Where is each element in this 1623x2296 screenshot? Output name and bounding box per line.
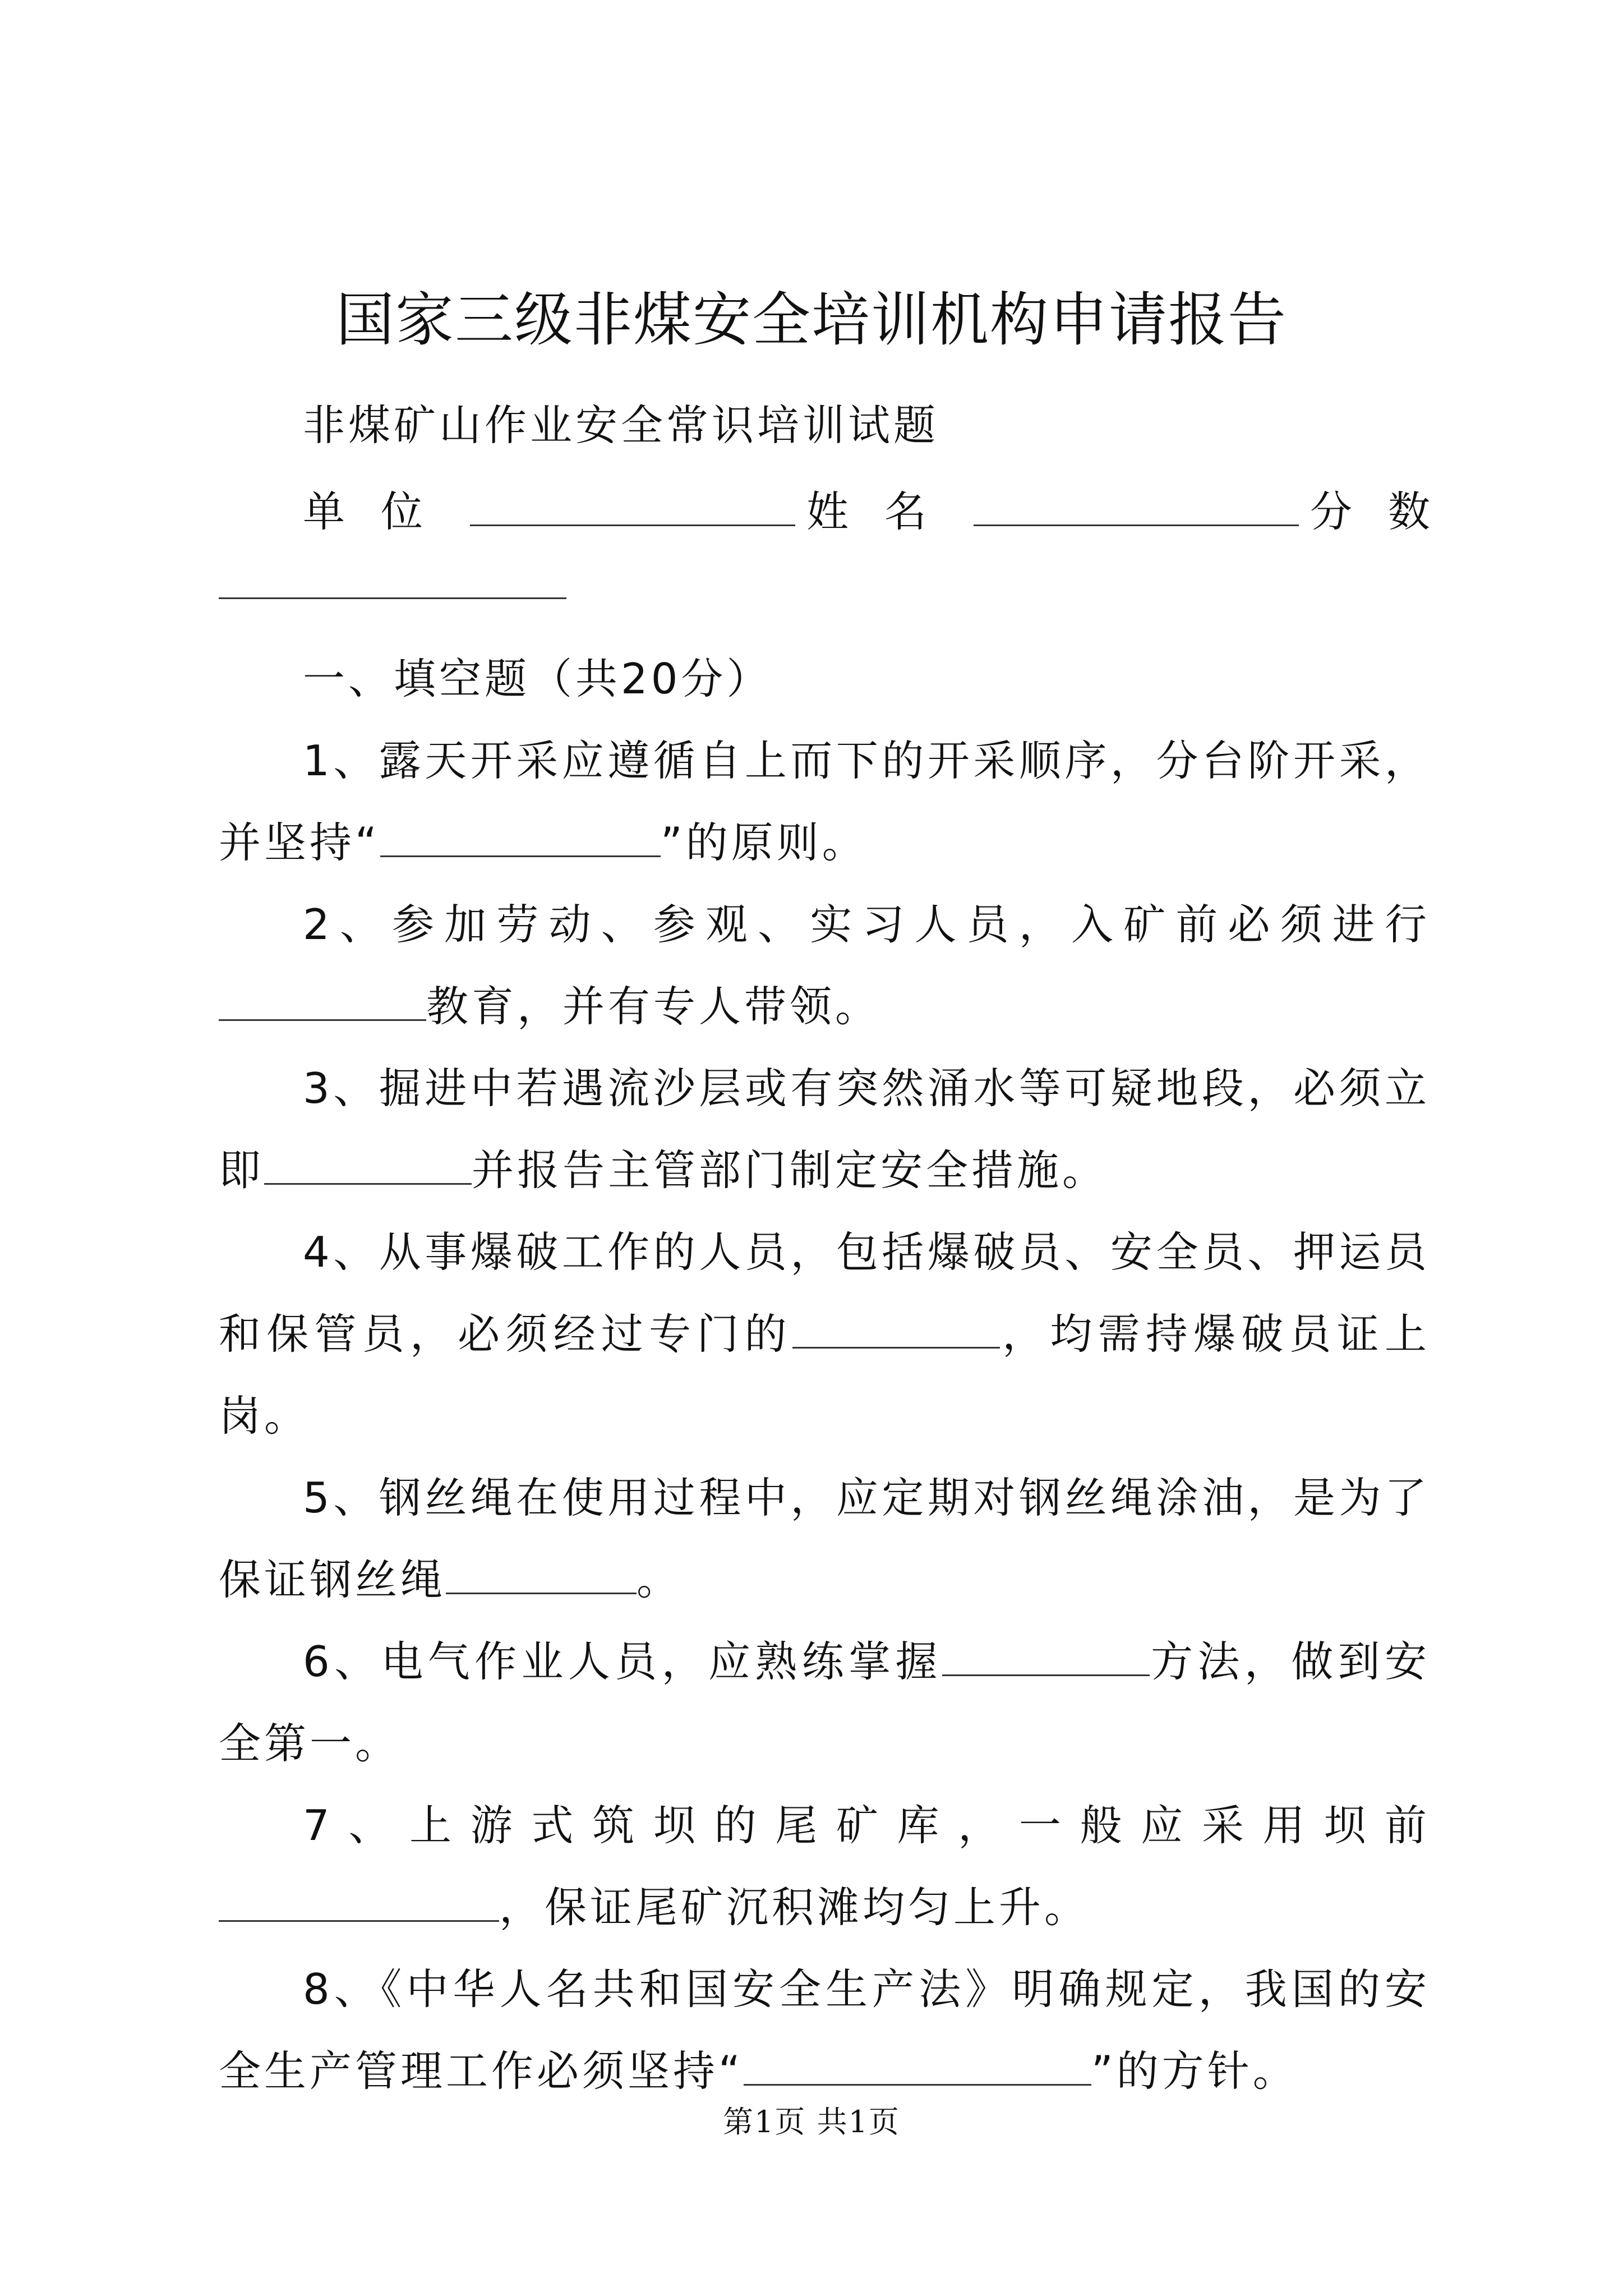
- question-5: 5、钢丝绳在使用过程中，应定期对钢丝绳涂油，是为了保证钢丝绳 。: [219, 1473, 1430, 1604]
- document-title: 国家三级非煤安全培训机构申请报告: [335, 286, 1287, 354]
- answer-blank: [942, 1641, 1150, 1676]
- info-line: [219, 471, 1466, 553]
- answer-blank: [792, 1313, 1000, 1349]
- document-body: [219, 384, 1466, 2112]
- question-4: 4、从事爆破工作的人员，包括爆破员、安全员、押运员和保管员，必须经过专门的 ，均需持爆破员证上岗。: [219, 1227, 1430, 1441]
- page-footer: 第1页 共1页: [723, 2104, 900, 2139]
- document-subtitle: 非煤矿山作业安全常识培训试题: [303, 401, 939, 450]
- score-label: 分数: [1310, 487, 1466, 536]
- unit-blank: [470, 491, 795, 526]
- question-6: 6、电气作业人员，应熟练掌握 方法，做到安全第一。: [219, 1637, 1430, 1768]
- answer-blank: [264, 1149, 472, 1185]
- section-heading: 一、填空题（共20分）: [303, 654, 772, 703]
- answer-blank: [380, 822, 661, 857]
- answer-blank: [446, 1559, 637, 1594]
- question-1: 1、露天开采应遵循自上而下的开采顺序，分台阶开采，并坚持“ ”的原则。: [219, 736, 1430, 867]
- name-blank: [974, 491, 1299, 526]
- question-7: 7、上游式筑坝的尾矿库，一般应采用坝前，保证尾矿沉积滩均匀上升。: [219, 1784, 1430, 1948]
- question-8: 8、《中华人名共和国安全生产法》明确规定，我国的安全生产管理工作必须坚持“ ”的方针。: [219, 1964, 1430, 2096]
- question-2: 2、参加劳动、参观、实习人员，入矿前必须进行教育，并有专人带领。: [219, 884, 1430, 1047]
- unit-label: 单位: [303, 487, 459, 536]
- name-label: 姓名: [806, 487, 962, 536]
- answer-blank: [219, 1887, 499, 1922]
- answer-blank: [219, 986, 426, 1021]
- score-blank-row: [219, 553, 1430, 634]
- score-blank: [219, 564, 566, 599]
- question-3: 3、掘进中若遇流沙层或有突然涌水等可疑地段，必须立即 并报告主管部门制定安全措施。: [219, 1064, 1430, 1195]
- answer-blank: [744, 2050, 1091, 2086]
